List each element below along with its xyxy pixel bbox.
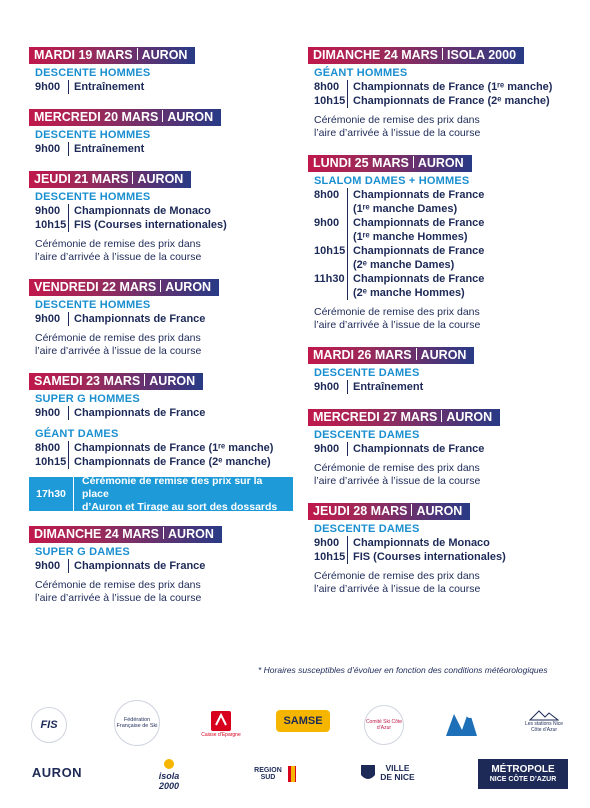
header-divider (441, 410, 442, 422)
metropole-nca-logo: MÉTROPOLE NICE CÔTE D’AZUR (478, 759, 568, 789)
note-line: l’aire d’arrivée à l’issue de la course (314, 475, 481, 487)
event-category: GÉANT HOMMES (314, 67, 408, 79)
samse-logo: SAMSE (276, 710, 330, 732)
event-name: Championnats de France (74, 313, 206, 325)
event-text (347, 216, 484, 244)
left-schedule-column (29, 46, 293, 619)
schedule-row (314, 536, 572, 550)
alpes-maritimes-icon (442, 704, 480, 742)
day-header (29, 279, 219, 296)
event-text (68, 559, 205, 573)
fis-logo: FIS (31, 707, 67, 743)
schedule-row (35, 204, 293, 218)
event-category: GÉANT DAMES (35, 428, 119, 440)
event-category: SUPER G DAMES (35, 546, 130, 558)
right-schedule-column (308, 46, 572, 610)
auron-logo: AURON (31, 764, 83, 780)
event-time: 10h15 (314, 245, 346, 257)
event-text (347, 80, 552, 94)
event-text (68, 218, 227, 232)
event-name: Championnats de France (1ʳᵉ manche) (74, 442, 274, 454)
event-time: 9h00 (35, 143, 61, 155)
banner-time: 17h30 (29, 477, 74, 511)
event-name: FIS (Courses internationales) (353, 551, 506, 563)
ceremony-note (314, 114, 572, 140)
banner-text (74, 475, 293, 514)
stations-nca-logo: Les stations Nice Côte d’Azur (520, 706, 568, 736)
day-label: MARDI 19 MARS (34, 48, 133, 62)
day-header (29, 171, 191, 188)
event-time: 10h15 (314, 95, 346, 107)
event-name: Championnats de France (353, 273, 485, 285)
ceremony-note (35, 238, 293, 264)
ceremony-note (314, 570, 572, 596)
schedule-row (314, 380, 572, 394)
event-name: Championnats de Monaco (74, 205, 211, 217)
note-line: l’aire d’arrivée à l’issue de la course (35, 345, 202, 357)
event-name: Championnats de France (353, 245, 485, 257)
schedule-row (35, 312, 293, 326)
event-time: 9h00 (35, 81, 61, 93)
event-category: DESCENTE DAMES (314, 523, 420, 535)
event-text (68, 80, 144, 94)
event-detail: (2ᵉ manche Dames) (353, 259, 455, 271)
venue-label: ISOLA 2000 (447, 48, 517, 62)
day-label: LUNDI 25 MARS (313, 156, 409, 170)
event-detail: (1ʳᵉ manche Dames) (353, 203, 458, 215)
header-divider (411, 504, 412, 516)
event-name: Championnats de France (353, 217, 485, 229)
isola-2000-logo: isola 2000 (152, 755, 186, 793)
note-line: l’aire d’arrivée à l’issue de la course (314, 319, 481, 331)
event-time: 9h00 (35, 205, 61, 217)
day-label: JEUDI 28 MARS (313, 504, 408, 518)
day-header (29, 373, 203, 390)
schedule-row (35, 142, 293, 156)
event-text (347, 188, 484, 216)
venue-label: AURON (137, 172, 184, 186)
event-text (347, 244, 484, 272)
event-time: 9h00 (35, 407, 61, 419)
event-text (347, 94, 550, 108)
event-time: 9h00 (314, 443, 340, 455)
schedule-row (35, 80, 293, 94)
day-block (29, 525, 293, 605)
venue-label: AURON (141, 48, 188, 62)
schedule-row (35, 406, 293, 420)
day-header (308, 155, 472, 172)
event-name: Championnats de France (2ᵉ manche) (353, 95, 550, 107)
day-block (29, 46, 293, 94)
caisse-epargne-icon (210, 710, 232, 732)
event-text (68, 312, 205, 326)
day-label: MERCREDI 20 MARS (34, 110, 159, 124)
day-block (29, 170, 293, 264)
ceremony-note (35, 579, 293, 605)
header-divider (160, 280, 161, 292)
day-label: DIMANCHE 24 MARS (34, 527, 160, 541)
note-line: l’aire d’arrivée à l’issue de la course (314, 583, 481, 595)
event-detail: (1ʳᵉ manche Hommes) (353, 231, 468, 243)
venue-label: AURON (420, 348, 467, 362)
event-time: 9h00 (314, 217, 340, 229)
event-text (347, 536, 490, 550)
venue-label: AURON (149, 374, 196, 388)
event-text (347, 272, 484, 300)
caisse-epargne-logo: Caisse d’Epargne (201, 708, 241, 740)
event-category: DESCENTE DAMES (314, 367, 420, 379)
schedule-row (35, 441, 293, 455)
day-header (29, 109, 221, 126)
note-line: Cérémonie de remise des prix dans (314, 570, 480, 582)
day-label: DIMANCHE 24 MARS (313, 48, 439, 62)
mountain-icon (529, 709, 559, 721)
event-time: 9h00 (35, 313, 61, 325)
header-divider (163, 527, 164, 539)
comite-cote-azur-logo: Comité Ski Côte d’Azur (364, 705, 404, 745)
day-label: SAMEDI 23 MARS (34, 374, 141, 388)
event-name: Championnats de France (353, 189, 485, 201)
day-block (29, 108, 293, 156)
alpes-maritimes-logo (441, 703, 481, 743)
event-time: 8h00 (35, 442, 61, 454)
note-line: l’aire d’arrivée à l’issue de la course (35, 251, 202, 263)
day-block (308, 46, 572, 140)
event-category: SLALOM DAMES + HOMMES (314, 175, 470, 187)
event-category: DESCENTE HOMMES (35, 67, 151, 79)
note-line: Cérémonie de remise des prix dans (314, 306, 480, 318)
event-time: 10h15 (314, 551, 346, 563)
header-divider (162, 110, 163, 122)
schedule-row (35, 218, 293, 232)
ceremony-note (314, 462, 572, 488)
ceremony-note (314, 306, 572, 332)
region-sud-logo: REGION SUD (250, 762, 296, 786)
isola-sun-icon (161, 757, 177, 771)
day-block (308, 154, 572, 332)
schedule-row (314, 244, 572, 272)
event-name: Entraînement (74, 81, 145, 93)
day-label: MARDI 26 MARS (313, 348, 412, 362)
event-text (347, 550, 506, 564)
venue-label: AURON (165, 280, 212, 294)
event-time: 8h00 (314, 189, 340, 201)
ceremony-banner (29, 474, 293, 513)
day-header (29, 526, 222, 543)
schedule-row (314, 272, 572, 300)
note-line: l’aire d’arrivée à l’issue de la course (35, 592, 202, 604)
schedule-row (314, 216, 572, 244)
event-time: 10h15 (35, 219, 67, 231)
weather-footnote: * Horaires susceptibles d’évoluer en fonction des conditions météorologiques (258, 665, 548, 675)
event-name: Championnats de Monaco (353, 537, 490, 549)
ville-de-nice-logo: VILLE DE NICE (356, 760, 420, 786)
event-text (68, 406, 205, 420)
header-divider (144, 374, 145, 386)
schedule-row (314, 442, 572, 456)
venue-label: AURON (446, 410, 493, 424)
event-name: FIS (Courses internationales) (74, 219, 227, 231)
note-line: Cérémonie de remise des prix dans (35, 579, 201, 591)
day-block (308, 502, 572, 596)
event-name: Championnats de France (74, 407, 206, 419)
schedule-row (314, 550, 572, 564)
schedule-row (314, 80, 572, 94)
header-divider (442, 48, 443, 60)
event-time: 9h00 (314, 381, 340, 393)
note-line: Cérémonie de remise des prix dans (314, 462, 480, 474)
schedule-row (35, 559, 293, 573)
event-category: DESCENTE HOMMES (35, 299, 151, 311)
region-flag-icon (288, 766, 296, 782)
event-name: Entraînement (74, 143, 145, 155)
schedule-row (314, 188, 572, 216)
event-time: 9h00 (314, 537, 340, 549)
header-divider (416, 348, 417, 360)
event-category: DESCENTE HOMMES (35, 191, 151, 203)
event-text (68, 441, 273, 455)
schedule-row (35, 455, 293, 469)
day-block (308, 408, 572, 488)
event-category: DESCENTE HOMMES (35, 129, 151, 141)
event-category: SUPER G HOMMES (35, 393, 140, 405)
day-block (29, 278, 293, 358)
event-category: DESCENTE DAMES (314, 429, 420, 441)
venue-label: AURON (168, 527, 214, 541)
note-line: Cérémonie de remise des prix dans (35, 332, 201, 344)
day-block (29, 372, 293, 511)
event-text (68, 455, 271, 469)
header-divider (137, 48, 138, 60)
event-name: Championnats de France (353, 443, 485, 455)
day-label: JEUDI 21 MARS (34, 172, 129, 186)
event-time: 8h00 (314, 81, 340, 93)
header-divider (413, 156, 414, 168)
banner-line: d’Auron et Tirage au sort des dossards (82, 500, 278, 513)
header-divider (132, 172, 133, 184)
ceremony-note (35, 332, 293, 358)
event-time: 11h30 (314, 273, 345, 285)
note-line: Cérémonie de remise des prix dans (314, 114, 480, 126)
event-name: Championnats de France (2ᵉ manche) (74, 456, 271, 468)
day-header (308, 347, 474, 364)
schedule-row (314, 94, 572, 108)
note-line: Cérémonie de remise des prix dans (35, 238, 201, 250)
event-text (347, 380, 423, 394)
day-header (308, 409, 500, 426)
venue-label: AURON (417, 156, 464, 170)
event-text (68, 204, 211, 218)
event-name: Championnats de France (1ʳᵉ manche) (353, 81, 553, 93)
venue-label: AURON (167, 110, 214, 124)
event-detail: (2ᵉ manche Hommes) (353, 287, 465, 299)
event-text (68, 142, 144, 156)
event-name: Championnats de France (74, 560, 206, 572)
venue-label: AURON (416, 504, 463, 518)
day-header (308, 47, 524, 64)
nice-crest-icon (360, 763, 376, 783)
day-header (29, 47, 195, 64)
event-time: 10h15 (35, 456, 67, 468)
day-header (308, 503, 470, 520)
event-name: Entraînement (353, 381, 424, 393)
federation-ski-logo: Fédération Française de Ski (114, 700, 160, 746)
event-time: 9h00 (35, 560, 61, 572)
banner-line: Cérémonie de remise des prix sur la place (82, 474, 263, 500)
event-text (347, 442, 484, 456)
note-line: l’aire d’arrivée à l’issue de la course (314, 127, 481, 139)
day-block (308, 346, 572, 394)
day-label: VENDREDI 22 MARS (34, 280, 157, 294)
day-label: MERCREDI 27 MARS (313, 410, 438, 424)
